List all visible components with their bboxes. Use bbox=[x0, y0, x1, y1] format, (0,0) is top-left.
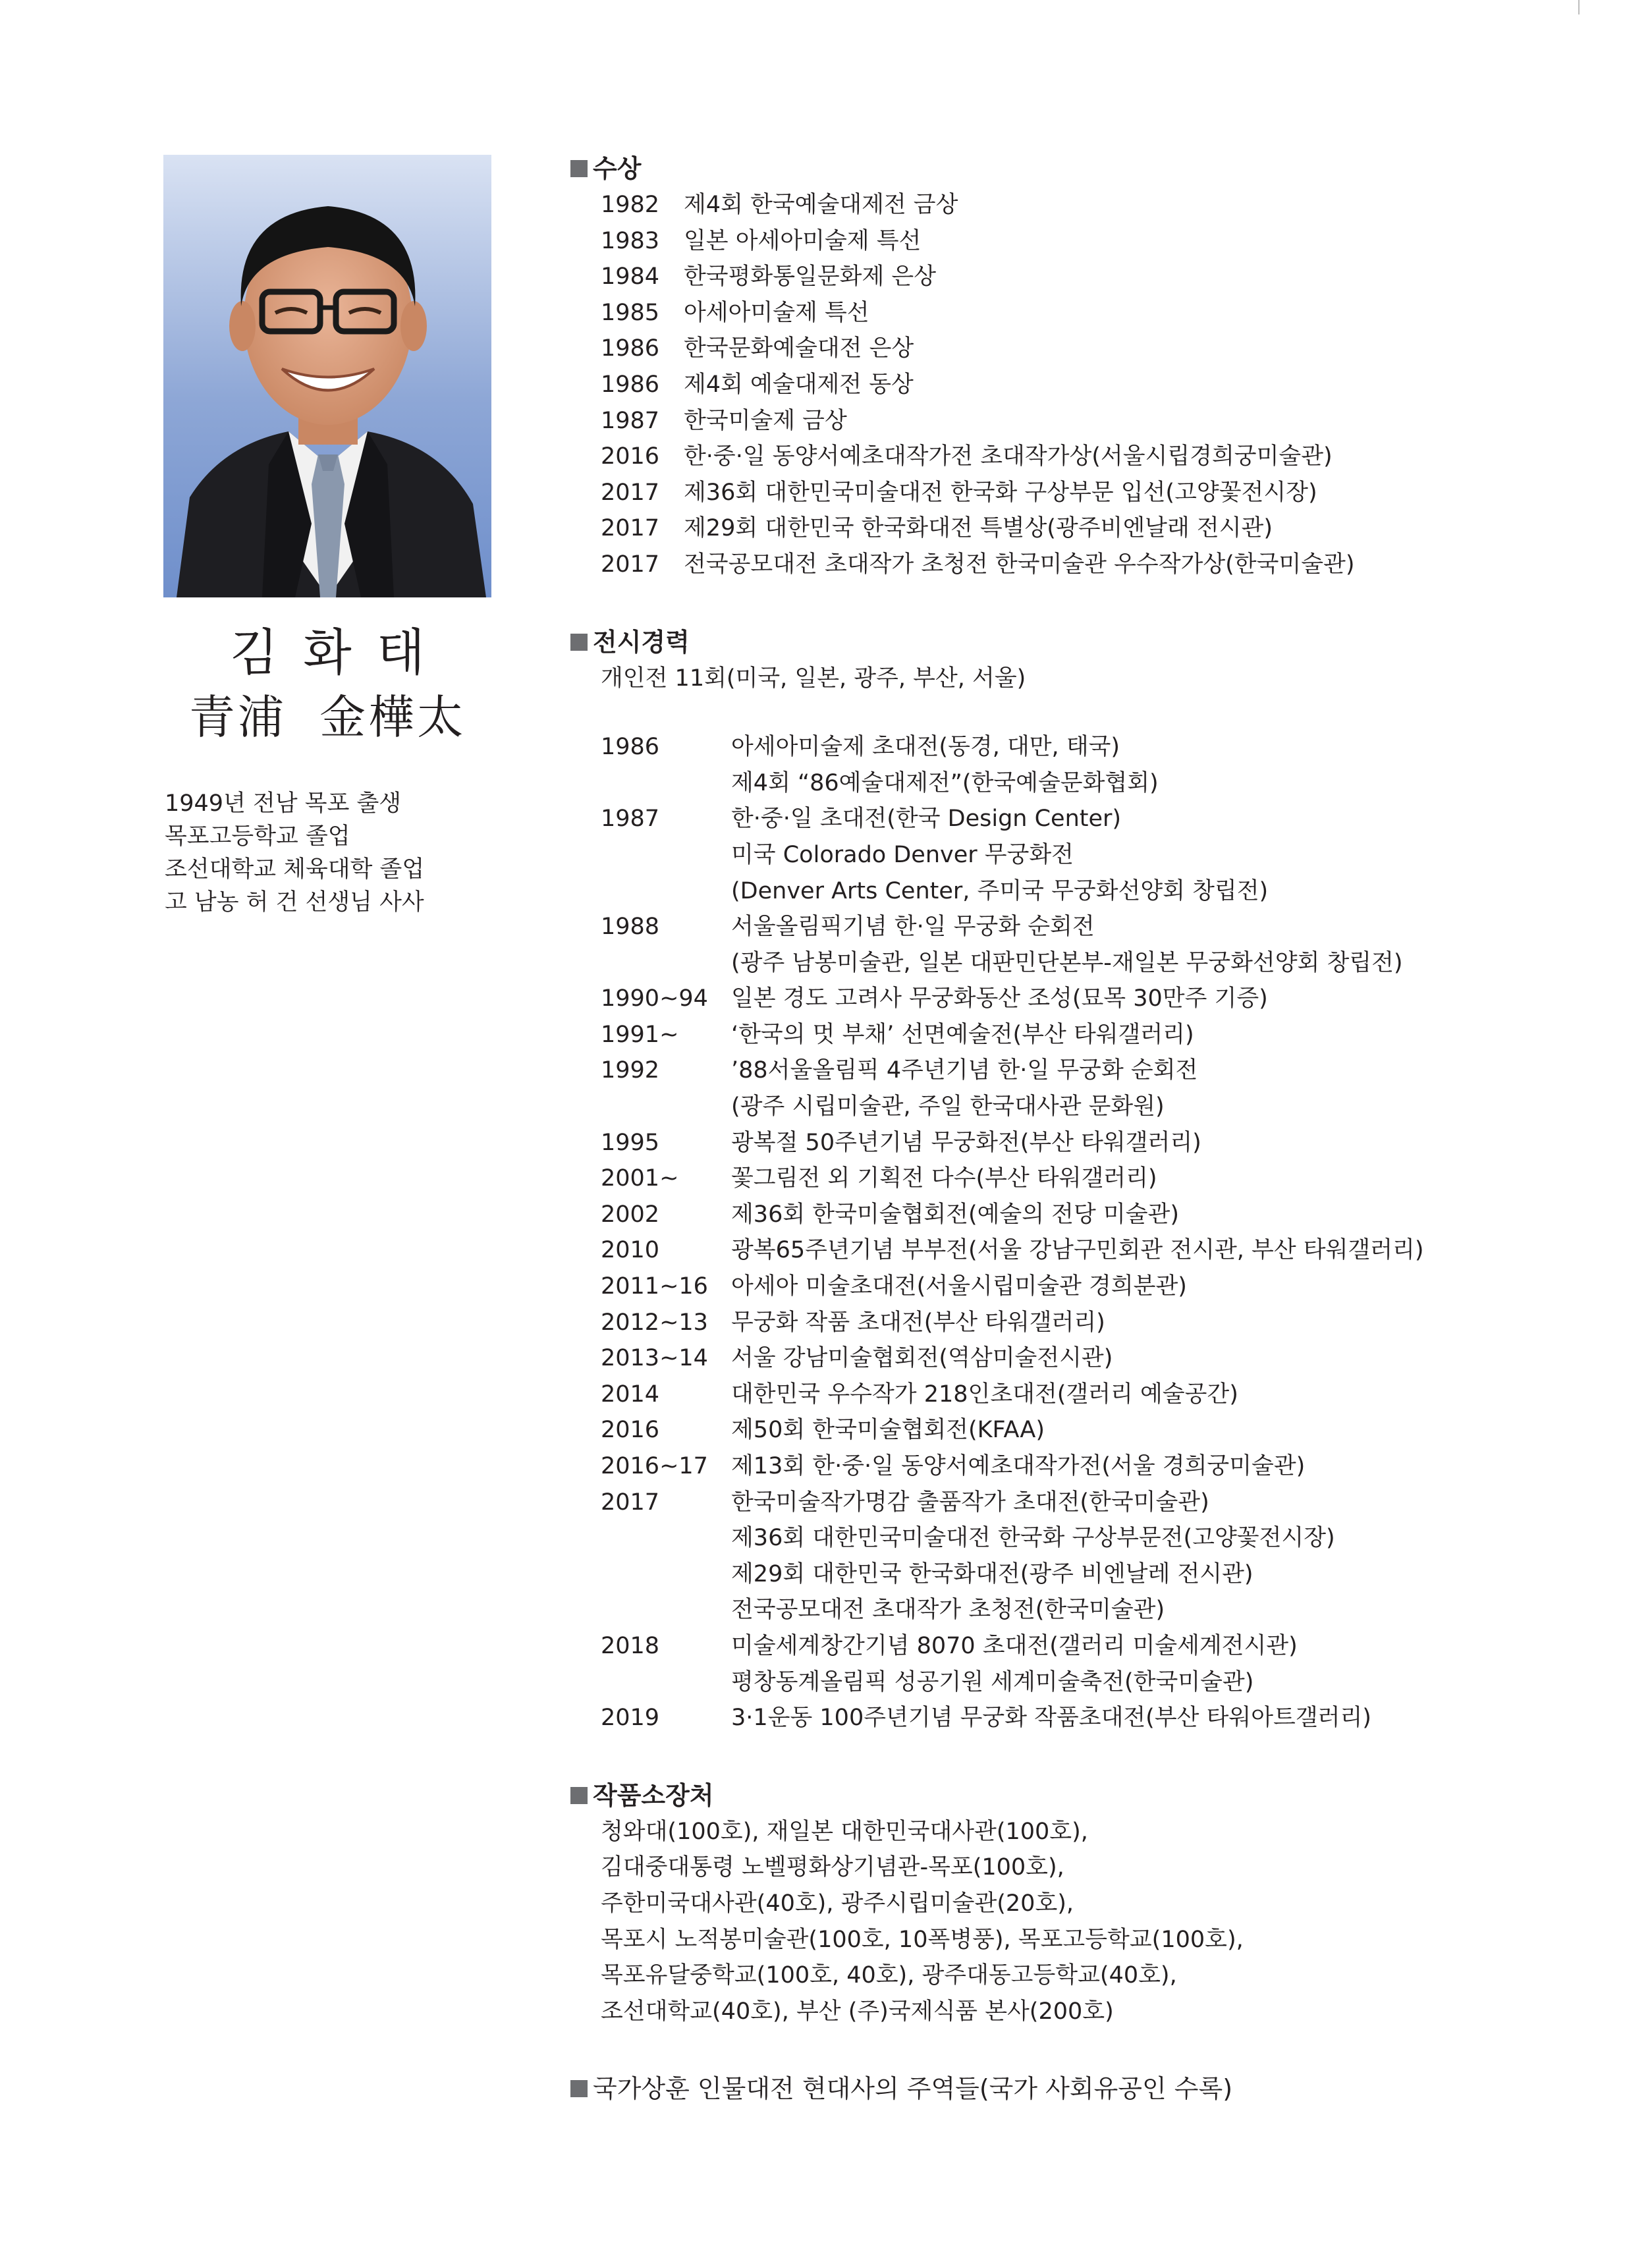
exhibition-text: 제4회 “86예술대제전”(한국예술문화협회) bbox=[731, 769, 1159, 796]
exhibition-text: 일본 경도 고려사 무궁화동산 조성(묘목 30만주 기증) bbox=[731, 985, 1268, 1012]
exhibition-year: 2014 bbox=[601, 1381, 660, 1408]
exhibition-text: (광주 시립미술관, 주일 한국대사관 문화원) bbox=[731, 1093, 1165, 1120]
award-text: 한국미술제 금상 bbox=[684, 407, 847, 434]
exhibition-year bbox=[570, 837, 731, 873]
award-year: 1987 bbox=[601, 407, 660, 434]
award-year: 2017 bbox=[601, 479, 660, 506]
award-year: 1985 bbox=[601, 299, 660, 326]
profile-line: 목포고등학교 졸업 bbox=[165, 823, 350, 850]
exhibition-row bbox=[570, 1305, 1598, 1341]
exhibition-row bbox=[570, 1269, 1598, 1305]
exhibition-year: 2017 bbox=[601, 1489, 660, 1516]
award-row bbox=[570, 187, 1598, 223]
career-column bbox=[570, 150, 1598, 2107]
award-text: 제4회 예술대제전 동상 bbox=[684, 371, 914, 398]
profile-line: 1949년 전남 목포 출생 bbox=[165, 790, 402, 817]
exhibition-year: 1986 bbox=[601, 734, 660, 761]
profile-line: 조선대학교 체육대학 졸업 bbox=[165, 856, 425, 883]
exhibition-year bbox=[570, 873, 731, 910]
exhibition-year: 2012~13 bbox=[601, 1309, 708, 1336]
exhibition-row bbox=[570, 873, 1598, 910]
exhibition-row bbox=[570, 1556, 1598, 1593]
collection-line: 목포유달중학교(100호, 40호), 광주대동고등학교(40호), bbox=[601, 1962, 1177, 1989]
exhibition-row bbox=[570, 1125, 1598, 1161]
exhibition-row bbox=[570, 1089, 1598, 1125]
awards-list bbox=[570, 187, 1598, 583]
portrait-photo bbox=[163, 155, 491, 597]
award-text: 일본 아세아미술제 특선 bbox=[684, 227, 922, 254]
exhibition-year bbox=[570, 945, 731, 981]
exhibition-year bbox=[570, 1592, 731, 1628]
exhibition-row bbox=[570, 1340, 1598, 1377]
exhibition-text: 제13회 한·중·일 동양서예초대작가전(서울 경희궁미술관) bbox=[731, 1453, 1306, 1479]
exhibition-row bbox=[570, 1520, 1598, 1556]
award-row bbox=[570, 475, 1598, 511]
profile-list bbox=[165, 787, 424, 919]
award-year: 2017 bbox=[601, 551, 660, 578]
exhibition-text: 광복65주년기념 부부전(서울 강남구민회관 전시관, 부산 타워갤러리) bbox=[731, 1237, 1424, 1264]
exhibition-year: 2001~ bbox=[601, 1165, 679, 1192]
award-row bbox=[570, 367, 1598, 403]
award-row bbox=[570, 403, 1598, 439]
exhibition-row bbox=[570, 1232, 1598, 1269]
artist-name-hanja: 青浦 金樺太 bbox=[188, 690, 466, 744]
exhibition-text: 대한민국 우수작가 218인초대전(갤러리 예술공간) bbox=[731, 1381, 1238, 1408]
collection-line: 청와대(100호), 재일본 대한민국대사관(100호), bbox=[601, 1818, 1088, 1845]
collection-line: 목포시 노적봉미술관(100호, 10폭병풍), 목포고등학교(100호), bbox=[601, 1926, 1244, 1953]
exhibition-row bbox=[570, 1628, 1598, 1664]
exhibition-year: 2016~17 bbox=[601, 1453, 708, 1479]
square-bullet-icon bbox=[570, 1787, 588, 1804]
award-text: 제29회 대한민국 한국화대전 특별상(광주비엔날래 전시관) bbox=[684, 515, 1273, 542]
exhibition-text: 제29회 대한민국 한국화대전(광주 비엔날레 전시관) bbox=[731, 1560, 1253, 1587]
collection-line: 조선대학교(40호), 부산 (주)국제식품 본사(200호) bbox=[601, 1998, 1114, 2025]
award-text: 전국공모대전 초대작가 초청전 한국미술관 우수작가상(한국미술관) bbox=[684, 551, 1355, 578]
exhibition-row bbox=[570, 801, 1598, 837]
exhibition-year: 2011~16 bbox=[601, 1273, 708, 1300]
collection-line: 주한미국대사관(40호), 광주시립미술관(20호), bbox=[601, 1890, 1074, 1917]
award-text: 제36회 대한민국미술대전 한국화 구상부문 입선(고양꽃전시장) bbox=[684, 479, 1317, 506]
trim-mark bbox=[1578, 0, 1580, 14]
exhibition-text: 평창동계올림픽 성공기원 세계미술축전(한국미술관) bbox=[731, 1668, 1254, 1695]
award-text: 한·중·일 동양서예초대작가전 초대작가상(서울시립경희궁미술관) bbox=[684, 443, 1333, 470]
exhibitions-heading-label: 전시경력 bbox=[593, 627, 690, 657]
collections-list bbox=[570, 1814, 1598, 2030]
exhibition-text: 제36회 대한민국미술대전 한국화 구상부문전(고양꽃전시장) bbox=[731, 1525, 1335, 1552]
award-year: 1983 bbox=[601, 227, 660, 254]
award-year: 1986 bbox=[601, 335, 660, 362]
exhibition-text: 한국미술작가명감 출품작가 초대전(한국미술관) bbox=[731, 1489, 1209, 1516]
exhibition-row bbox=[570, 837, 1598, 873]
collections-heading-label: 작품소장처 bbox=[593, 1780, 714, 1810]
award-year: 1986 bbox=[601, 371, 660, 398]
exhibition-year: 1995 bbox=[601, 1129, 660, 1156]
exhibition-year: 1992 bbox=[601, 1057, 660, 1084]
exhibition-row bbox=[570, 1053, 1598, 1089]
exhibition-text: 광복절 50주년기념 무궁화전(부산 타워갤러리) bbox=[731, 1129, 1201, 1156]
award-text: 제4회 한국예술대제전 금상 bbox=[684, 192, 958, 218]
square-bullet-icon bbox=[570, 160, 588, 177]
award-row bbox=[570, 547, 1598, 583]
exhibition-year: 1987 bbox=[601, 806, 660, 833]
square-bullet-icon bbox=[570, 634, 588, 651]
exhibition-text: (Denver Arts Center, 주미국 무궁화선양회 창립전) bbox=[731, 877, 1269, 904]
exhibition-row bbox=[570, 945, 1598, 981]
exhibition-year bbox=[570, 1520, 731, 1556]
exhibition-year: 1988 bbox=[601, 914, 660, 941]
exhibition-row bbox=[570, 729, 1598, 765]
exhibition-year bbox=[570, 1089, 731, 1125]
award-year: 2017 bbox=[601, 515, 660, 542]
exhibition-row bbox=[570, 1412, 1598, 1448]
exhibitions-list bbox=[570, 729, 1598, 1736]
exhibition-row bbox=[570, 1664, 1598, 1701]
exhibition-text: 무궁화 작품 초대전(부산 타워갤러리) bbox=[731, 1309, 1105, 1336]
award-year: 2016 bbox=[601, 443, 660, 470]
exhibition-text: 3·1운동 100주년기념 무궁화 작품초대전(부산 타워아트갤러리) bbox=[731, 1705, 1371, 1732]
footer-note bbox=[570, 2070, 1598, 2107]
awards-heading-label: 수상 bbox=[593, 154, 642, 183]
square-bullet-icon bbox=[570, 2080, 588, 2097]
exhibition-text: 아세아미술제 초대전(동경, 대만, 태국) bbox=[731, 734, 1120, 761]
solo-exhibitions: 개인전 11회(미국, 일본, 광주, 부산, 서울) bbox=[601, 665, 1026, 692]
exhibition-year: 2013~14 bbox=[601, 1345, 708, 1372]
footer-note-text: 국가상훈 인물대전 현대사의 주역들(국가 사회유공인 수록) bbox=[593, 2074, 1233, 2104]
exhibition-year: 2010 bbox=[601, 1237, 660, 1264]
exhibition-text: 전국공모대전 초대작가 초청전(한국미술관) bbox=[731, 1597, 1165, 1624]
exhibition-year: 2018 bbox=[601, 1632, 660, 1659]
exhibition-row bbox=[570, 1377, 1598, 1413]
collection-line: 김대중대통령 노벨평화상기념관-목포(100호), bbox=[601, 1854, 1064, 1881]
exhibition-row bbox=[570, 1197, 1598, 1233]
name-block bbox=[163, 620, 491, 750]
exhibition-text: 서울 강남미술협회전(역삼미술전시관) bbox=[731, 1345, 1113, 1372]
exhibition-year: 2019 bbox=[601, 1705, 660, 1732]
exhibition-year bbox=[570, 765, 731, 802]
exhibition-row bbox=[570, 1700, 1598, 1736]
exhibition-text: 제50회 한국미술협회전(KFAA) bbox=[731, 1417, 1045, 1444]
awards-heading bbox=[570, 150, 1598, 187]
exhibition-row bbox=[570, 1017, 1598, 1053]
exhibition-row bbox=[570, 1485, 1598, 1521]
award-row bbox=[570, 259, 1598, 295]
exhibition-year: 1990~94 bbox=[601, 985, 708, 1012]
exhibition-year bbox=[570, 1556, 731, 1593]
exhibition-text: ‘한국의 멋 부채’ 선면예술전(부산 타워갤러리) bbox=[731, 1021, 1194, 1048]
artist-name-korean: 김화태 bbox=[229, 623, 451, 682]
award-text: 한국평화통일문화제 은상 bbox=[684, 263, 937, 290]
exhibition-year bbox=[570, 1664, 731, 1701]
award-year: 1982 bbox=[601, 192, 660, 218]
award-row bbox=[570, 223, 1598, 260]
exhibition-text: ’88서울올림픽 4주년기념 한·일 무궁화 순회전 bbox=[731, 1057, 1198, 1084]
exhibition-row bbox=[570, 981, 1598, 1017]
exhibition-year: 2002 bbox=[601, 1201, 660, 1228]
exhibition-text: (광주 남봉미술관, 일본 대판민단본부-재일본 무궁화선양회 창립전) bbox=[731, 949, 1403, 976]
exhibition-text: 미술세계창간기념 8070 초대전(갤러리 미술세계전시관) bbox=[731, 1632, 1298, 1659]
exhibition-row bbox=[570, 765, 1598, 802]
award-year: 1984 bbox=[601, 263, 660, 290]
exhibition-row bbox=[570, 1592, 1598, 1628]
exhibition-year: 1991~ bbox=[601, 1021, 679, 1048]
exhibition-text: 아세아 미술초대전(서울시립미술관 경희분관) bbox=[731, 1273, 1187, 1300]
exhibition-year: 2016 bbox=[601, 1417, 660, 1444]
award-row bbox=[570, 510, 1598, 547]
exhibition-text: 제36회 한국미술협회전(예술의 전당 미술관) bbox=[731, 1201, 1179, 1228]
exhibition-text: 꽃그림전 외 기획전 다수(부산 타워갤러리) bbox=[731, 1165, 1157, 1192]
exhibition-text: 서울올림픽기념 한·일 무궁화 순회전 bbox=[731, 914, 1095, 941]
exhibition-text: 미국 Colorado Denver 무궁화전 bbox=[731, 841, 1074, 868]
profile-line: 고 남농 허 건 선생님 사사 bbox=[165, 889, 424, 916]
exhibition-text: 한·중·일 초대전(한국 Design Center) bbox=[731, 806, 1122, 833]
award-text: 한국문화예술대전 은상 bbox=[684, 335, 914, 362]
exhibition-row bbox=[570, 1448, 1598, 1485]
award-row bbox=[570, 295, 1598, 331]
award-row bbox=[570, 331, 1598, 367]
collections-heading bbox=[570, 1777, 1598, 1814]
exhibition-row bbox=[570, 1161, 1598, 1197]
award-text: 아세아미술제 특선 bbox=[684, 299, 869, 326]
exhibitions-heading bbox=[570, 624, 1598, 661]
exhibition-row bbox=[570, 909, 1598, 945]
award-row bbox=[570, 439, 1598, 475]
